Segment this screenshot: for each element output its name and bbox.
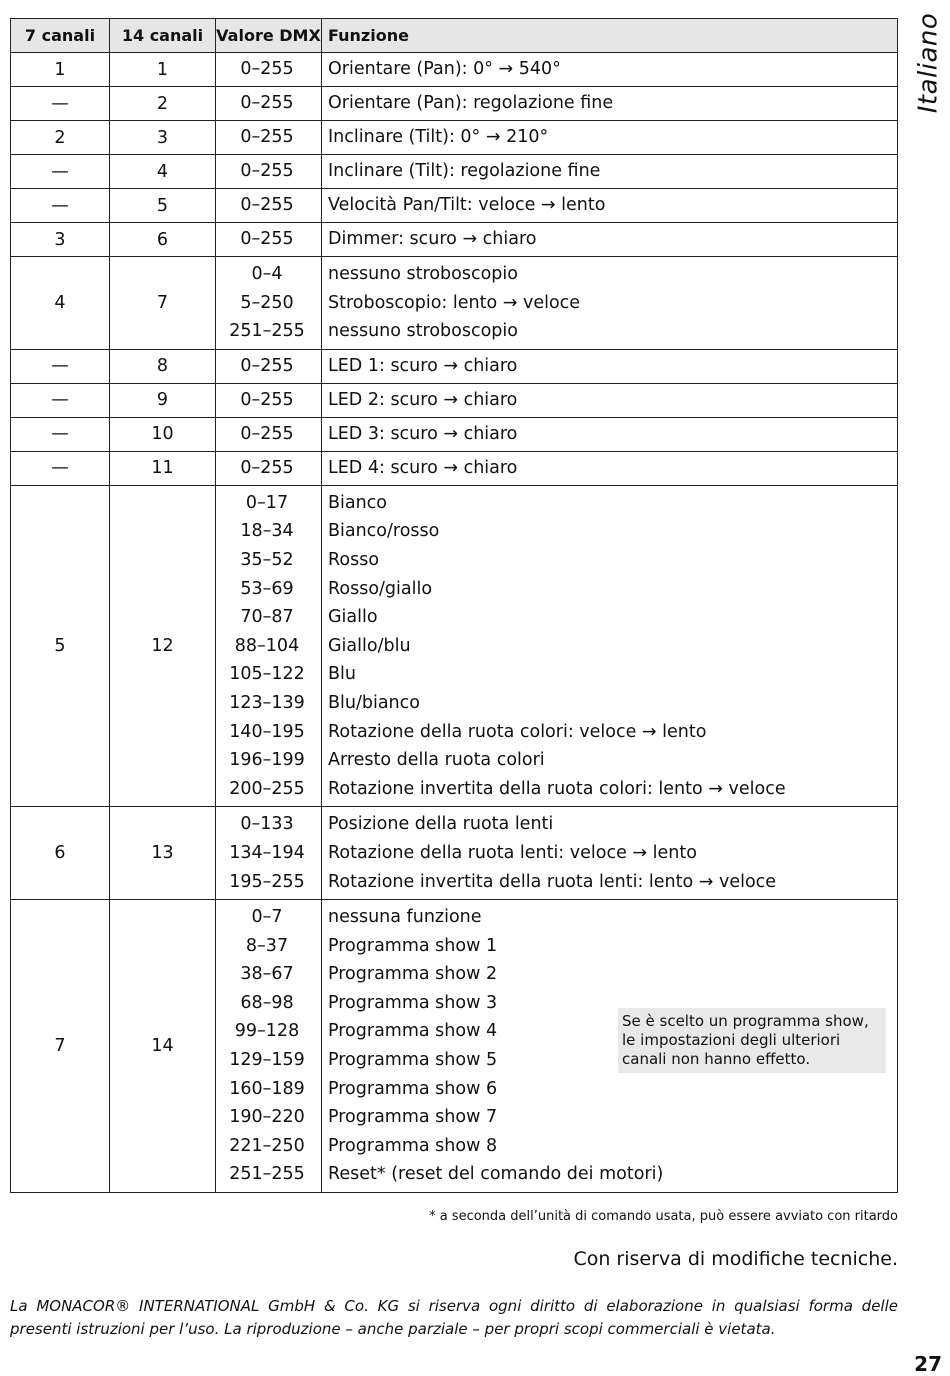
channel-14-cell: 5 xyxy=(110,189,216,223)
channel-14-cell: 9 xyxy=(110,383,216,417)
function-text: Orientare (Pan): 0° → 540° xyxy=(328,59,561,80)
channel-7-cell: 7 xyxy=(11,900,110,1193)
channel-14-cell: 11 xyxy=(110,451,216,485)
dmx-value-cell xyxy=(216,417,322,451)
dmx-value: 68–98 xyxy=(240,992,294,1013)
dmx-value: 0–255 xyxy=(240,457,294,478)
channel-7-cell: — xyxy=(11,383,110,417)
channel-14-cell: 1 xyxy=(110,53,216,87)
function-text: Programma show 7 xyxy=(328,1107,498,1128)
dmx-value: 134–194 xyxy=(229,842,305,863)
function-text: LED 4: scuro → chiaro xyxy=(328,457,518,478)
table-row xyxy=(11,257,898,350)
function-text: Stroboscopio: lento → veloce xyxy=(328,292,581,313)
show-program-note: Se è scelto un programma show, le impostazioni degli ulteriori canali non hanno effetto. xyxy=(618,1008,886,1073)
dmx-value: 0–255 xyxy=(240,229,294,250)
function-text: LED 3: scuro → chiaro xyxy=(328,423,518,444)
dmx-value-cell xyxy=(216,349,322,383)
dmx-value: 88–104 xyxy=(234,635,300,656)
function-text: Velocità Pan/Tilt: veloce → lento xyxy=(328,195,606,216)
header-function: Funzione xyxy=(322,19,898,53)
channel-7-cell: — xyxy=(11,349,110,383)
channel-7-cell: 1 xyxy=(11,53,110,87)
function-cell xyxy=(322,155,898,189)
table-row xyxy=(11,87,898,121)
function-text: LED 2: scuro → chiaro xyxy=(328,389,518,410)
function-cell xyxy=(322,53,898,87)
channel-14-cell: 13 xyxy=(110,807,216,900)
function-cell xyxy=(322,349,898,383)
dmx-value: 0–255 xyxy=(240,127,294,148)
channel-7-cell: — xyxy=(11,155,110,189)
function-text: Dimmer: scuro → chiaro xyxy=(328,229,537,250)
table-row xyxy=(11,53,898,87)
channel-14-cell: 4 xyxy=(110,155,216,189)
dmx-value-cell xyxy=(216,807,322,900)
language-label: Italiano xyxy=(913,12,943,114)
dmx-value-cell xyxy=(216,53,322,87)
function-text: Rotazione della ruota colori: veloce → lento xyxy=(328,721,707,742)
dmx-value: 196–199 xyxy=(229,750,305,771)
channel-7-cell: 4 xyxy=(11,257,110,350)
dmx-value: 35–52 xyxy=(240,549,294,570)
dmx-value-cell xyxy=(216,900,322,1193)
function-text: Bianco xyxy=(328,492,388,513)
function-text: Bianco/rosso xyxy=(328,521,440,542)
function-text: nessuno stroboscopio xyxy=(328,321,518,342)
function-text: nessuno stroboscopio xyxy=(328,264,518,284)
function-cell xyxy=(322,451,898,485)
dmx-value: 53–69 xyxy=(240,578,294,599)
dmx-value-cell xyxy=(216,121,322,155)
channel-14-cell: 3 xyxy=(110,121,216,155)
dmx-value: 123–139 xyxy=(229,692,305,713)
channel-14-cell: 12 xyxy=(110,485,216,807)
function-cell xyxy=(322,417,898,451)
table-row xyxy=(11,900,898,1193)
dmx-value-cell xyxy=(216,189,322,223)
dmx-value: 0–255 xyxy=(240,423,294,444)
function-text: Arresto della ruota colori xyxy=(328,750,545,771)
function-text: Rosso/giallo xyxy=(328,578,433,599)
dmx-value-cell xyxy=(216,223,322,257)
header-7-channels: 7 canali xyxy=(11,19,110,53)
function-text: Rotazione invertita della ruota lenti: lento → veloce xyxy=(328,871,777,892)
channel-14-cell: 6 xyxy=(110,223,216,257)
dmx-value: 0–17 xyxy=(245,492,289,513)
technical-reserve-note: Con riserva di modifiche tecniche. xyxy=(573,1248,898,1270)
copyright-notice: La MONACOR® INTERNATIONAL GmbH & Co. KG si riserva ogni diritto di elaborazione in qualsiasi forma delle presenti istruzioni per l’uso. La riproduzione – anche parziale – per propri scopi commerciali è vietata. xyxy=(10,1297,898,1338)
dmx-value: 0–255 xyxy=(240,389,294,410)
dmx-value: 251–255 xyxy=(229,1164,305,1185)
function-cell xyxy=(322,223,898,257)
function-cell xyxy=(322,485,898,807)
dmx-value: 251–255 xyxy=(229,321,305,342)
dmx-channel-table xyxy=(10,18,898,1193)
table-header-row xyxy=(11,19,898,53)
function-text: Rotazione della ruota lenti: veloce → lento xyxy=(328,842,697,863)
language-tab xyxy=(906,8,950,118)
channel-14-cell: 8 xyxy=(110,349,216,383)
channel-7-cell: 2 xyxy=(11,121,110,155)
footnote: * a seconda dell’unità di comando usata, può essere avviato con ritardo xyxy=(429,1209,898,1224)
dmx-value: 0–133 xyxy=(240,814,294,835)
function-text: Programma show 5 xyxy=(328,1050,498,1071)
table-row xyxy=(11,485,898,807)
function-text: Programma show 8 xyxy=(328,1135,498,1156)
function-text: Inclinare (Tilt): 0° → 210° xyxy=(328,127,549,148)
dmx-value: 195–255 xyxy=(229,871,305,892)
dmx-value: 0–255 xyxy=(240,161,294,182)
page-number: 27 xyxy=(914,1352,942,1376)
function-text: Programma show 6 xyxy=(328,1078,498,1099)
dmx-value: 0–7 xyxy=(251,907,283,928)
dmx-value: 18–34 xyxy=(240,521,294,542)
function-text: Orientare (Pan): regolazione fine xyxy=(328,93,614,114)
function-text: Giallo xyxy=(328,607,378,628)
table-row xyxy=(11,223,898,257)
dmx-value: 99–128 xyxy=(234,1021,300,1042)
dmx-value: 0–255 xyxy=(240,355,294,376)
function-text: Giallo/blu xyxy=(328,635,411,656)
function-text: LED 1: scuro → chiaro xyxy=(328,355,518,376)
function-text: Blu xyxy=(328,664,356,685)
dmx-value: 70–87 xyxy=(240,607,294,628)
channel-7-cell: 6 xyxy=(11,807,110,900)
dmx-value-cell xyxy=(216,451,322,485)
function-text: Posizione della ruota lenti xyxy=(328,814,554,835)
dmx-value: 129–159 xyxy=(229,1050,305,1071)
header-14-channels: 14 canali xyxy=(110,19,216,53)
dmx-value: 0–4 xyxy=(251,264,283,284)
dmx-value: 221–250 xyxy=(229,1135,305,1156)
table-row xyxy=(11,155,898,189)
dmx-value: 5–250 xyxy=(240,292,294,313)
dmx-value: 8–37 xyxy=(245,935,289,956)
function-cell xyxy=(322,257,898,350)
table-row xyxy=(11,349,898,383)
dmx-value-cell xyxy=(216,485,322,807)
function-text: Programma show 3 xyxy=(328,992,498,1013)
dmx-value: 140–195 xyxy=(229,721,305,742)
function-text: Programma show 1 xyxy=(328,935,498,956)
dmx-value-cell xyxy=(216,155,322,189)
dmx-value: 105–122 xyxy=(229,664,305,685)
function-text: Blu/bianco xyxy=(328,692,420,713)
table-row xyxy=(11,417,898,451)
table-row xyxy=(11,807,898,900)
function-text: Rotazione invertita della ruota colori: lento → veloce xyxy=(328,778,786,799)
channel-7-cell: 3 xyxy=(11,223,110,257)
channel-7-cell: — xyxy=(11,417,110,451)
channel-14-cell: 2 xyxy=(110,87,216,121)
function-text: Reset* (reset del comando dei motori) xyxy=(328,1164,664,1185)
function-cell xyxy=(322,900,898,1193)
function-text: Rosso xyxy=(328,549,380,570)
function-cell xyxy=(322,189,898,223)
function-text: Programma show 4 xyxy=(328,1021,498,1042)
header-dmx-value: Valore DMX xyxy=(216,19,322,53)
function-text: Programma show 2 xyxy=(328,964,498,985)
function-cell xyxy=(322,87,898,121)
channel-7-cell: — xyxy=(11,189,110,223)
channel-14-cell: 7 xyxy=(110,257,216,350)
table-row xyxy=(11,121,898,155)
dmx-value: 160–189 xyxy=(229,1078,305,1099)
channel-14-cell: 10 xyxy=(110,417,216,451)
table-row xyxy=(11,383,898,417)
dmx-value: 0–255 xyxy=(240,195,294,216)
dmx-value: 0–255 xyxy=(240,59,294,80)
dmx-value-cell xyxy=(216,87,322,121)
channel-7-cell: — xyxy=(11,87,110,121)
function-text: nessuna funzione xyxy=(328,907,482,928)
table-row xyxy=(11,451,898,485)
function-cell xyxy=(322,121,898,155)
dmx-value: 38–67 xyxy=(240,964,294,985)
channel-7-cell: 5 xyxy=(11,485,110,807)
table-row xyxy=(11,189,898,223)
dmx-value: 0–255 xyxy=(240,93,294,114)
function-cell xyxy=(322,807,898,900)
dmx-value-cell xyxy=(216,383,322,417)
channel-14-cell: 14 xyxy=(110,900,216,1193)
function-cell xyxy=(322,383,898,417)
channel-7-cell: — xyxy=(11,451,110,485)
dmx-value: 200–255 xyxy=(229,778,305,799)
dmx-value: 190–220 xyxy=(229,1107,305,1128)
dmx-value-cell xyxy=(216,257,322,350)
function-text: Inclinare (Tilt): regolazione fine xyxy=(328,161,601,182)
